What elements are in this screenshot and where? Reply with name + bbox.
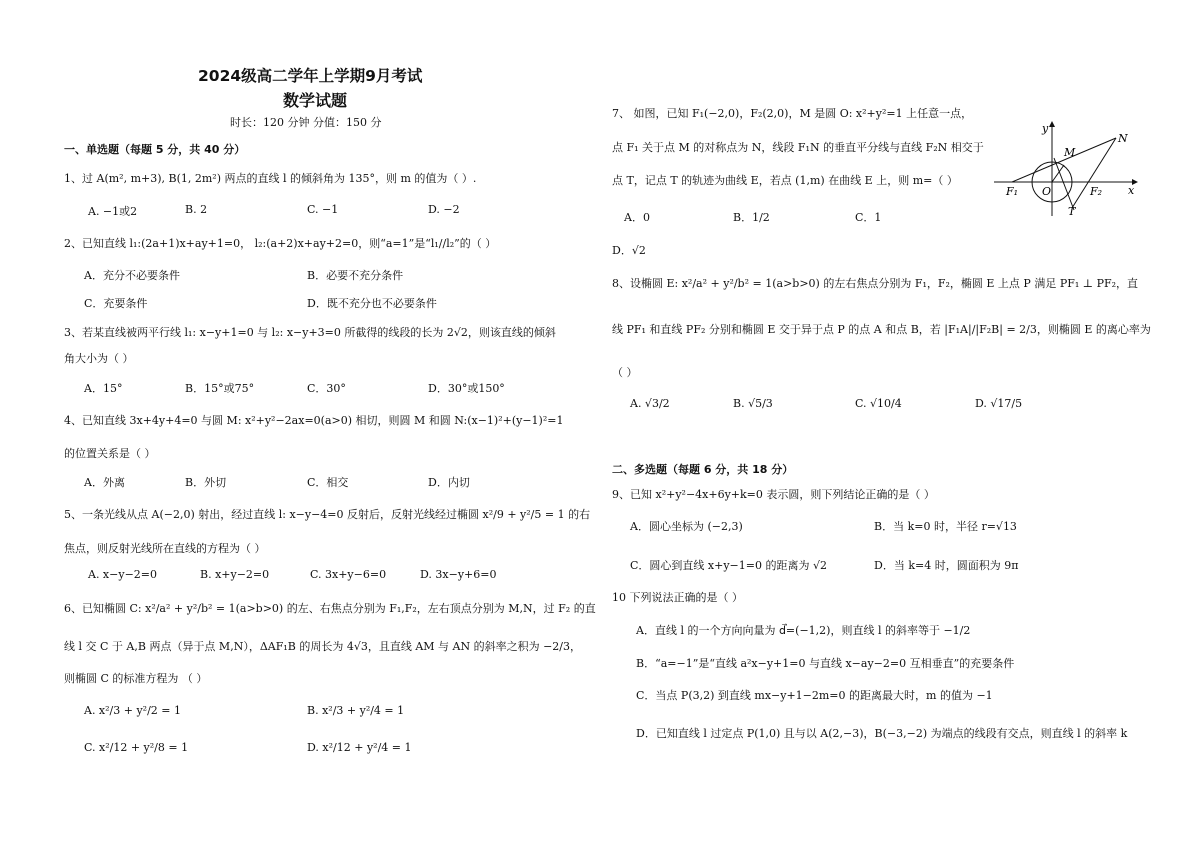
q1-stem: 1、过 A(m², m+3), B(1, 2m²) 两点的直线 l 的倾斜角为 135°，则 m 的值为（ ）. [64, 172, 477, 185]
q7-figure [992, 118, 1140, 218]
section1-heading: 一、单选题（每题 5 分，共 40 分） [64, 143, 246, 156]
q1-option-c: C. −1 [307, 203, 339, 216]
q2-option-a: A．充分不必要条件 [84, 269, 180, 282]
q6-stem-line2: 线 l 交 C 于 A,B 两点（异于点 M,N），ΔAF₁B 的周长为 4√3，且直线 AM 与 AN 的斜率之积为 −2/3， [64, 640, 582, 653]
q10-option-d: D．已知直线 l 过定点 P(1,0) 且与以 A(2,−3)，B(−3,−2) 为端点的线段有交点，则直线 l 的斜率 k [636, 727, 1128, 740]
q6-stem-line1: 6、已知椭圆 C: x²/a² + y²/b² = 1(a>b>0) 的左、右焦点分别为 F₁,F₂，左右顶点分别为 M,N，过 F₂ 的直 [64, 602, 596, 615]
q3-stem-line1: 3、若某直线被两平行线 l₁: x−y+1=0 与 l₂: x−y+3=0 所截得的线段的长为 2√2，则该直线的倾斜 [64, 326, 556, 339]
q8-stem-line1: 8、设椭圆 E: x²/a² + y²/b² = 1(a>b>0) 的左右焦点分别为 F₁，F₂，椭圆 E 上点 P 满足 PF₁ ⊥ PF₂，直 [612, 277, 1139, 290]
label-o: O [1042, 185, 1052, 198]
q7-stem-line1: 7、 如图，已知 F₁(−2,0)，F₂(2,0)，M 是圆 O: x²+y²=1 上任意一点， [612, 107, 973, 120]
q2-option-d: D．既不充分也不必要条件 [307, 297, 437, 310]
q10-option-a: A．直线 l 的一个方向向量为 d⃗=(−1,2)，则直线 l 的斜率等于 −1/2 [636, 624, 971, 637]
q7-stem-line3: 点 T，记点 T 的轨迹为曲线 E，若点 (1,m) 在曲线 E 上，则 m=（ ） [612, 174, 958, 187]
exam-meta: 时长：120 分钟 分值：150 分 [230, 116, 382, 129]
label-x: x [1128, 184, 1135, 197]
q4-option-d: D．内切 [428, 476, 470, 489]
q7-option-a: A．0 [624, 211, 650, 224]
q2-stem: 2、已知直线 l₁:(2a+1)x+ay+1=0， l₂:(a+2)x+ay+2=0，则“a=1”是“l₁//l₂”的（ ） [64, 237, 497, 250]
q7-option-c: C．1 [855, 211, 882, 224]
q8-option-d: D. √17/5 [975, 397, 1023, 410]
q6-option-c: C. x²/12 + y²/8 = 1 [84, 741, 189, 754]
q9-stem: 9、已知 x²+y²−4x+6y+k=0 表示圆，则下列结论正确的是（ ） [612, 488, 935, 501]
q4-option-b: B．外切 [185, 476, 227, 489]
q3-option-b: B．15°或75° [185, 382, 255, 395]
q4-option-c: C．相交 [307, 476, 349, 489]
q3-option-a: A．15° [84, 382, 123, 395]
q2-option-c: C．充要条件 [84, 297, 148, 310]
q8-stem-line3: （ ） [612, 366, 638, 379]
q5-stem-line1: 5、一条光线从点 A(−2,0) 射出，经过直线 l: x−y−4=0 反射后，反射光线经过椭圆 x²/9 + y²/5 = 1 的右 [64, 508, 591, 521]
q1-option-b: B. 2 [185, 203, 208, 216]
q4-stem-line2: 的位置关系是（ ） [64, 447, 156, 460]
q1-option-d: D. −2 [428, 203, 460, 216]
q7-option-d: D．√2 [612, 244, 646, 257]
q10-stem: 10 下列说法正确的是（ ） [612, 591, 743, 604]
q5-option-c: C. 3x+y−6=0 [310, 568, 387, 581]
label-n: N [1118, 132, 1128, 145]
q1-option-a: A. −1或2 [88, 205, 138, 218]
q2-option-b: B．必要不充分条件 [307, 269, 404, 282]
q6-option-b: B. x²/3 + y²/4 = 1 [307, 704, 405, 717]
q9-option-c: C．圆心到直线 x+y−1=0 的距离为 √2 [630, 559, 827, 572]
q8-stem-line2: 线 PF₁ 和直线 PF₂ 分别和椭圆 E 交于异于点 P 的点 A 和点 B，若 |F₁A|/|F₂B| = 2/3，则椭圆 E 的离心率为 [612, 323, 1151, 336]
q4-stem-line1: 4、已知直线 3x+4y+4=0 与圆 M: x²+y²−2ax=0(a>0) 相切，则圆 M 和圆 N:(x−1)²+(y−1)²=1 [64, 414, 564, 427]
q8-option-a: A. √3/2 [630, 397, 670, 410]
y-axis-arrow [1049, 121, 1055, 127]
q7-option-b: B．1/2 [733, 211, 770, 224]
q9-option-b: B．当 k=0 时，半径 r=√13 [874, 520, 1017, 533]
exam-title: 2024级高二学年上学期9月考试 [198, 67, 423, 85]
q3-stem-line2: 角大小为（ ） [64, 352, 134, 365]
subject-title: 数学试题 [283, 91, 348, 110]
q6-option-d: D. x²/12 + y²/4 = 1 [307, 741, 412, 754]
label-t: T [1068, 205, 1076, 218]
q5-option-b: B. x+y−2=0 [200, 568, 270, 581]
q3-option-d: D．30°或150° [428, 382, 505, 395]
q10-option-c: C．当点 P(3,2) 到直线 mx−y+1−2m=0 的距离最大时，m 的值为 −1 [636, 689, 993, 702]
q9-option-a: A．圆心坐标为 (−2,3) [630, 520, 743, 533]
label-y: y [1042, 122, 1049, 135]
q3-option-c: C．30° [307, 382, 346, 395]
q5-option-a: A. x−y−2=0 [88, 568, 158, 581]
q10-option-b: B．“a=−1”是“直线 a²x−y+1=0 与直线 x−ay−2=0 互相垂直”的充要条件 [636, 657, 1015, 670]
segment-f1n [1012, 138, 1116, 182]
label-f2: F₂ [1090, 185, 1103, 198]
q6-stem-line3: 则椭圆 C 的标准方程为 （ ） [64, 672, 208, 685]
q4-option-a: A．外离 [84, 476, 125, 489]
q6-option-a: A. x²/3 + y²/2 = 1 [84, 704, 182, 717]
q7-stem-line2: 点 F₁ 关于点 M 的对称点为 N，线段 F₁N 的垂直平分线与直线 F₂N 相交于 [612, 141, 984, 154]
q8-option-b: B. √5/3 [733, 397, 773, 410]
label-f1: F₁ [1006, 185, 1019, 198]
q5-stem-line2: 焦点，则反射光线所在直线的方程为（ ） [64, 542, 266, 555]
q5-option-d: D. 3x−y+6=0 [420, 568, 497, 581]
label-m: M [1064, 146, 1076, 159]
section2-heading: 二、多选题（每题 6 分，共 18 分） [612, 463, 794, 476]
q9-option-d: D．当 k=4 时，圆面积为 9π [874, 559, 1019, 572]
q8-option-c: C. √10/4 [855, 397, 902, 410]
